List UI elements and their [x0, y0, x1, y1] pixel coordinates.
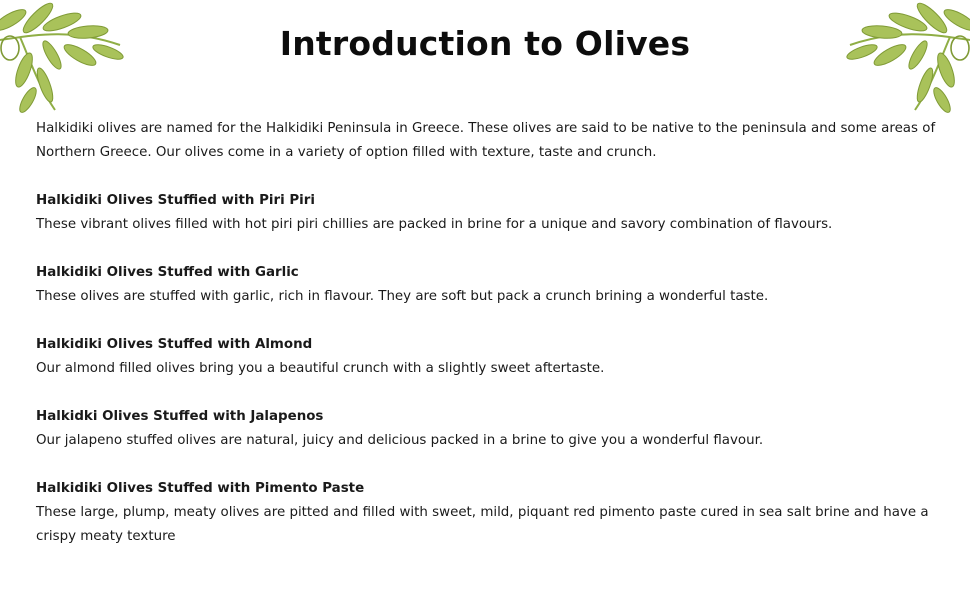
section-description: These large, plump, meaty olives are pitted and filled with sweet, mild, piquant red pimento paste cured in sea salt brine and have a crispy meaty texture: [36, 505, 929, 544]
section-jalapenos: [36, 405, 946, 453]
section-description: Our jalapeno stuffed olives are natural, juicy and delicious packed in a brine to give you a wonderful flavour.: [36, 433, 764, 448]
section-heading: Halkidiki Olives Stuffed with Pimento Paste: [36, 481, 365, 496]
section-heading: Halkidiki Olives Stuffed with Garlic: [36, 265, 299, 280]
section-garlic: [36, 261, 946, 309]
section-heading: Halkidki Olives Stuffed with Jalapenos: [36, 409, 324, 424]
section-almond: [36, 333, 946, 381]
section-heading: Halkidiki Olives Stuffed with Almond: [36, 337, 313, 352]
page-title: Introduction to Olives: [279, 24, 691, 63]
section-description: Our almond filled olives bring you a beautiful crunch with a slightly sweet aftertaste.: [36, 361, 605, 376]
section-description: These olives are stuffed with garlic, rich in flavour. They are soft but pack a crunch brining a wonderful taste.: [36, 289, 769, 304]
section-pimento-paste: [36, 477, 946, 549]
section-heading: Halkidiki Olives Stuffied with Piri Piri: [36, 193, 315, 208]
section-description: These vibrant olives filled with hot piri piri chillies are packed in brine for a unique and savory combination of flavours.: [36, 217, 833, 232]
section-piri-piri: [36, 189, 946, 237]
intro-paragraph: Halkidiki olives are named for the Halkidiki Peninsula in Greece. These olives are said to be native to the peninsula and some areas of Northern Greece. Our olives come in a variety of option filled with texture, taste and crunch.: [36, 121, 936, 160]
article-body: [36, 117, 946, 573]
